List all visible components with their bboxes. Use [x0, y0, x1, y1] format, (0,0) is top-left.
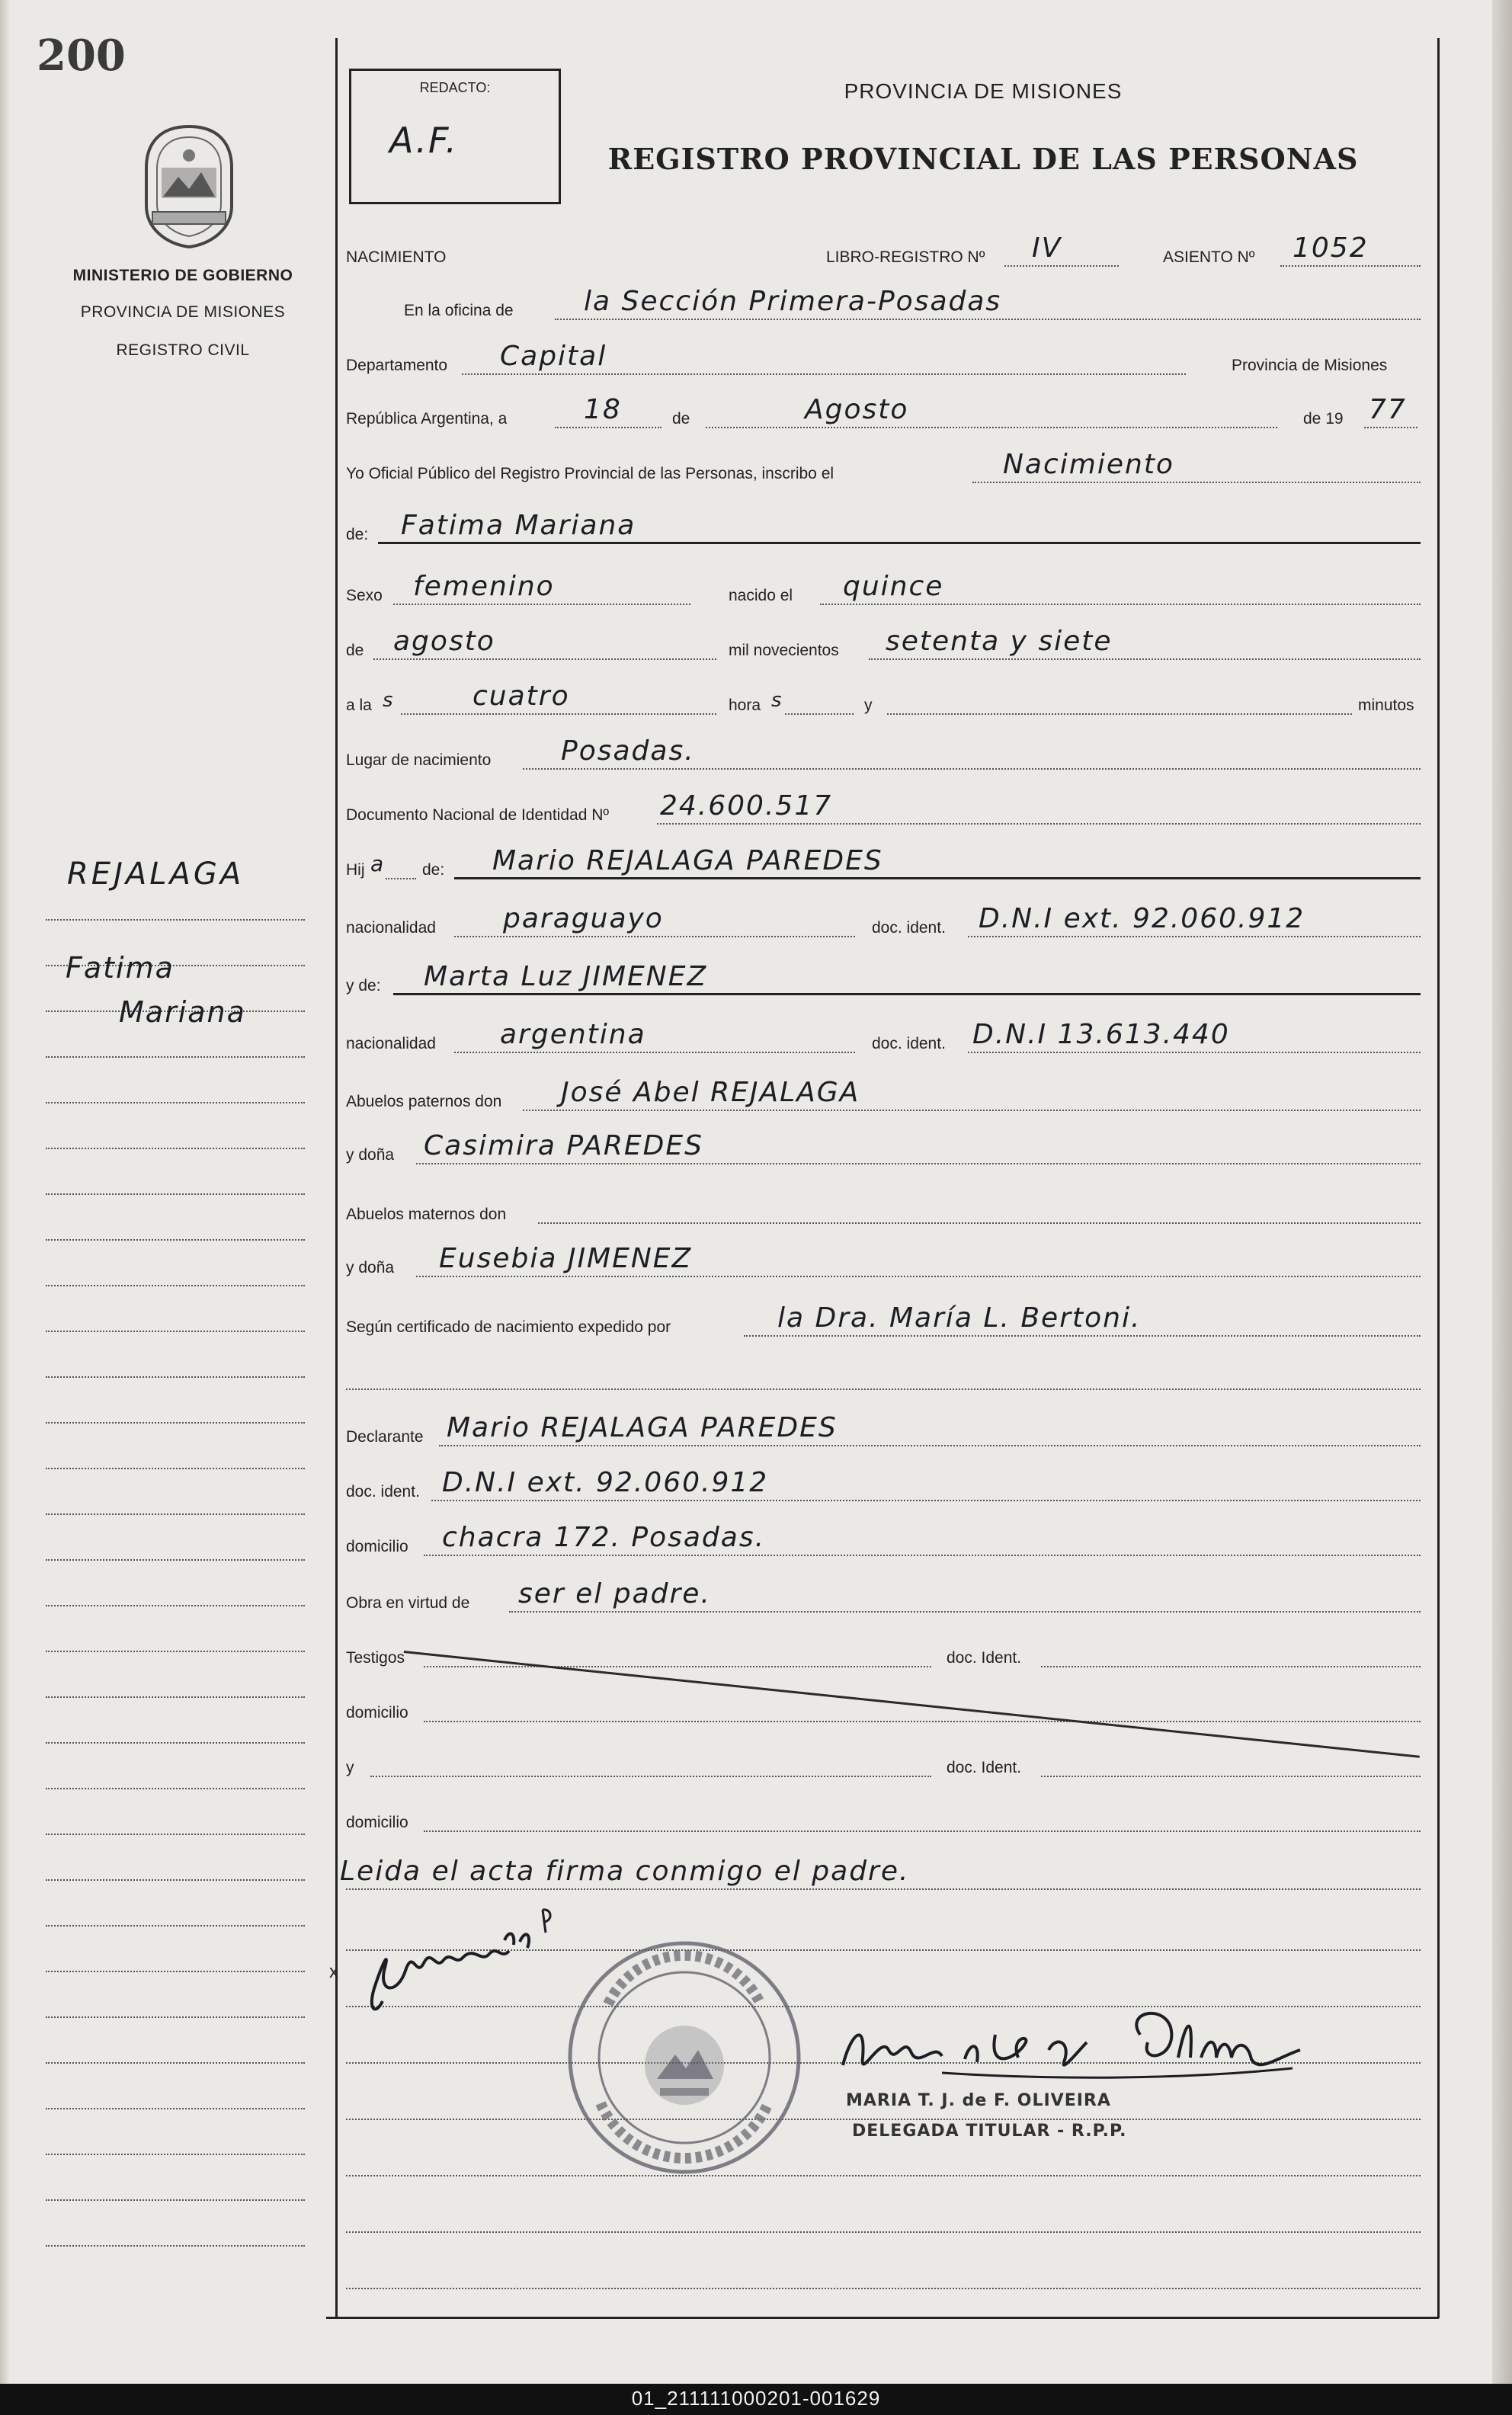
row-domicilio: [340, 1523, 1422, 1561]
row-testigos: [340, 1634, 1422, 1672]
margin-line: [46, 1058, 305, 1103]
declarant-signature: [352, 1887, 581, 2032]
hora-label: hora: [729, 697, 761, 714]
doc-madre-label: doc. ident.: [872, 1035, 946, 1052]
doc-decl-label: doc. ident.: [346, 1483, 420, 1501]
row-lugar: [340, 736, 1422, 774]
horas-value: cuatro: [472, 681, 570, 712]
doc-testigo1-dots: [1041, 1666, 1421, 1667]
declarante-dots: [439, 1445, 1421, 1446]
official-name: MARIA T. J. de F. OLIVEIRA: [846, 2091, 1111, 2110]
row-blank-5: [340, 2143, 1422, 2181]
margin-given-name-2: Mariana: [119, 995, 246, 1029]
testigos-label: Testigos: [346, 1649, 405, 1667]
de-label: de: [672, 410, 690, 428]
abuela-pat-dots: [416, 1163, 1421, 1164]
ydona-mat-label: y doña: [346, 1259, 395, 1276]
anio2-value: setenta y siete: [886, 626, 1113, 657]
republica-label: República Argentina, a: [346, 410, 508, 428]
sexo-value: femenino: [413, 571, 555, 602]
doc-decl-value: D.N.I ext. 92.060.912: [442, 1467, 769, 1498]
testigo2-dots: [370, 1776, 931, 1777]
margin-line: [46, 1195, 305, 1241]
horas-dots: [401, 713, 716, 715]
obra-label: Obra en virtud de: [346, 1594, 470, 1612]
oficial-label: Yo Oficial Público del Registro Provincial de las Personas, inscribo el: [346, 465, 834, 482]
abuela-mat-dots: [416, 1276, 1421, 1277]
row-certificado-cont: [340, 1356, 1422, 1395]
row-blank-6: [340, 2199, 1422, 2237]
y2-label: y: [346, 1759, 354, 1776]
margin-line: [46, 1378, 305, 1424]
row-abuelos-paternos: [340, 1078, 1422, 1116]
header-registry-title: REGISTRO PROVINCIAL DE LAS PERSONAS: [607, 142, 1359, 176]
row-declarante: [340, 1413, 1422, 1451]
anio-dots: [1364, 427, 1418, 428]
margin-line: [46, 1424, 305, 1469]
libro-dots: [1004, 265, 1119, 267]
dia-value: 18: [584, 394, 622, 425]
margin-line: [46, 1972, 305, 2018]
nacido-label: nacido el: [729, 587, 793, 604]
margin-given-name-1: Fatima: [66, 951, 175, 985]
provincial-seal-icon: [136, 122, 242, 251]
margin-line: [46, 1606, 305, 1652]
anio-label: de 19: [1303, 410, 1344, 428]
asiento-dots: [1280, 265, 1421, 267]
margin-line: [46, 2018, 305, 2064]
abuelo-pat-value: José Abel REJALAGA: [561, 1077, 860, 1108]
margin-line: [46, 1103, 305, 1149]
left-heading-province: PROVINCIA DE MISIONES: [80, 303, 286, 321]
libro-label: LIBRO-REGISTRO Nº: [826, 248, 985, 266]
oficina-dots: [555, 319, 1421, 320]
dni-value: 24.600.517: [660, 790, 833, 822]
domicilio-testigo2-label: domicilio: [346, 1814, 408, 1831]
row-book-entry: [340, 233, 1422, 271]
doc-decl-dots: [431, 1500, 1421, 1501]
row-sexo: [340, 572, 1422, 610]
certificado-label: Según certificado de nacimiento expedido por: [346, 1318, 671, 1336]
row-domicilio-testigo1: [340, 1689, 1422, 1727]
asiento-value: 1052: [1293, 232, 1369, 264]
domicilio-dots: [424, 1555, 1421, 1556]
nac-madre-dots: [454, 1052, 855, 1053]
dni-label: Documento Nacional de Identidad Nº: [346, 806, 610, 824]
lugar-dots: [523, 768, 1421, 770]
abuela-mat-value: Eusebia JIMENEZ: [439, 1243, 693, 1274]
leida-value: Leida el acta firma conmigo el padre.: [340, 1856, 910, 1887]
domicilio-label: domicilio: [346, 1538, 408, 1555]
certificado-dots: [744, 1335, 1421, 1337]
domicilio-testigo1-dots: [424, 1721, 1421, 1722]
yde-label: y de:: [346, 977, 381, 995]
margin-line: [46, 1286, 305, 1332]
blank-dots: [346, 2231, 1421, 2233]
dia-dots: [555, 427, 662, 428]
mes2-value: agosto: [393, 626, 495, 657]
asiento-label: ASIENTO Nº: [1163, 248, 1255, 266]
margin-line: [46, 2201, 305, 2247]
doc-ident-testigo1-label: doc. Ident.: [947, 1649, 1022, 1667]
margin-line: [46, 1698, 305, 1744]
mes-dots: [706, 427, 1277, 428]
obra-dots: [509, 1611, 1421, 1613]
row-blank-7: [340, 2256, 1422, 2294]
margin-line: [46, 1881, 305, 1927]
provincia-suffix: Provincia de Misiones: [1232, 357, 1388, 374]
oficina-label: En la oficina de: [404, 302, 514, 319]
scan-footer-id: 01_211111000201-001629: [631, 2387, 881, 2410]
row-certificado: [340, 1303, 1422, 1341]
row-anio-nacimiento: [340, 626, 1422, 665]
testigos-dots: [424, 1666, 931, 1667]
anio2-dots: [869, 658, 1421, 660]
sexo-dots: [393, 604, 690, 605]
row-doc-declarante: [340, 1468, 1422, 1506]
row-departamento: [340, 341, 1422, 380]
row-abuela-paterna: [340, 1131, 1422, 1169]
hora-s: s: [771, 689, 783, 712]
official-title: DELEGADA TITULAR - R.P.P.: [852, 2122, 1127, 2141]
nac-padre-dots: [454, 936, 855, 937]
departamento-label: Departamento: [346, 357, 448, 374]
row-inscripcion: [340, 450, 1422, 488]
abuelo-pat-dots: [523, 1110, 1421, 1111]
hij-label: Hij: [346, 861, 365, 879]
minutos-dots: [887, 713, 1352, 715]
nombre-line: [378, 542, 1421, 544]
dni-dots: [657, 823, 1421, 825]
margin-surname: REJALAGA: [67, 857, 245, 892]
margin-line: [46, 2155, 305, 2201]
header-province: PROVINCIA DE MISIONES: [844, 79, 1123, 103]
oficina-value: la Sección Primera-Posadas: [584, 286, 1002, 317]
nac-madre-label: nacionalidad: [346, 1035, 436, 1052]
bottom-border: [326, 2317, 1439, 2319]
margin-line: [46, 1927, 305, 1972]
de-colon-label: de:: [346, 526, 369, 543]
lugar-label: Lugar de nacimiento: [346, 751, 492, 769]
hora-dots: [785, 713, 854, 715]
doc-madre-value: D.N.I 13.613.440: [972, 1019, 1230, 1050]
mil-label: mil novecientos: [729, 642, 839, 659]
margin-line: [46, 1744, 305, 1789]
row-domicilio-testigo2: [340, 1798, 1422, 1837]
margin-line: [46, 1241, 305, 1286]
lugar-value: Posadas.: [561, 735, 695, 767]
row-nombre: [340, 511, 1422, 549]
row-fecha: [340, 395, 1422, 433]
row-padre: [340, 846, 1422, 884]
margin-line: [46, 2064, 305, 2109]
domicilio-testigo2-dots: [424, 1830, 1421, 1832]
abuela-pat-value: Casimira PAREDES: [424, 1130, 703, 1161]
blank-dots: [346, 2175, 1421, 2176]
nacido-dots: [820, 604, 1421, 605]
doc-padre-value: D.N.I ext. 92.060.912: [979, 903, 1305, 934]
domicilio-testigo1-label: domicilio: [346, 1704, 408, 1722]
official-registry-stamp: [562, 1936, 806, 2180]
page-edge-left: [0, 0, 9, 2384]
ydona-pat-label: y doña: [346, 1146, 395, 1164]
madre-line: [393, 993, 1421, 995]
nacido-value: quince: [843, 571, 944, 602]
nac-padre-value: paraguayo: [503, 903, 664, 934]
sexo-label: Sexo: [346, 587, 383, 604]
nacimiento-label: NACIMIENTO: [346, 248, 447, 266]
ala-s: s: [383, 689, 395, 712]
margin-line: [46, 1652, 305, 1698]
row-obra: [340, 1579, 1422, 1617]
row-nac-madre: [340, 1020, 1422, 1058]
left-heading-civil-registry: REGISTRO CIVIL: [116, 341, 250, 359]
minutos-label: minutos: [1358, 697, 1414, 714]
page-number: 200: [37, 30, 126, 81]
margin-line: [46, 1835, 305, 1881]
domicilio-value: chacra 172. Posadas.: [442, 1522, 766, 1553]
blank-dots: [346, 2119, 1421, 2120]
hij-suffix: a: [370, 851, 386, 876]
redacto-box: [349, 69, 561, 204]
ala-label: a la: [346, 697, 372, 714]
official-signature: [835, 1989, 1308, 2088]
doc-padre-label: doc. ident.: [872, 919, 946, 937]
departamento-value: Capital: [500, 341, 607, 372]
page-edge-right: [1492, 0, 1512, 2384]
row-nac-padre: [340, 904, 1422, 942]
padre-value: Mario REJALAGA PAREDES: [492, 845, 883, 876]
margin-line: [46, 1149, 305, 1195]
row-hora: [340, 681, 1422, 719]
anio-value: 77: [1369, 394, 1407, 425]
de2-label: de: [346, 642, 364, 659]
padre-line: [454, 877, 1421, 879]
margin-line: [46, 1789, 305, 1835]
certificado-cont-dots: [346, 1388, 1421, 1390]
margin-line: [46, 1469, 305, 1515]
madre-value: Marta Luz JIMENEZ: [424, 961, 708, 992]
doc-ident-testigo2-label: doc. Ident.: [947, 1759, 1022, 1776]
declarante-label: Declarante: [346, 1428, 424, 1446]
abuelo-mat-dots: [538, 1222, 1421, 1224]
nac-padre-label: nacionalidad: [346, 919, 436, 937]
doc-padre-dots: [968, 936, 1421, 937]
y-label: y: [864, 697, 873, 714]
right-column-border: [1437, 38, 1440, 2318]
libro-value: IV: [1032, 232, 1062, 264]
margin-line: [46, 1332, 305, 1378]
redacto-label: REDACTO:: [419, 80, 491, 95]
doc-testigo2-dots: [1041, 1776, 1421, 1777]
hij-dots: [386, 878, 416, 879]
blank-dots: [346, 2288, 1421, 2289]
abuelos-pat-label: Abuelos paternos don: [346, 1093, 502, 1110]
nac-madre-value: argentina: [500, 1019, 646, 1050]
oficial-dots: [972, 482, 1421, 483]
signature-x-mark: x: [329, 1962, 338, 1982]
doc-madre-dots: [968, 1052, 1421, 1053]
mes-value: Agosto: [805, 394, 909, 425]
row-madre: [340, 962, 1422, 1000]
margin-line: [46, 1515, 305, 1561]
margin-line: [46, 2109, 305, 2155]
row-testigo2: [340, 1744, 1422, 1782]
abuelos-mat-label: Abuelos maternos don: [346, 1206, 507, 1223]
certificado-value: la Dra. María L. Bertoni.: [777, 1302, 1142, 1334]
redacto-initials: A.F.: [389, 120, 459, 161]
de3-label: de:: [422, 861, 445, 879]
margin-notes-lines: [46, 875, 305, 2247]
nombre-value: Fatima Mariana: [401, 510, 636, 541]
row-abuela-materna: [340, 1244, 1422, 1282]
row-dni: [340, 791, 1422, 829]
mes2-dots: [373, 658, 716, 660]
oficial-value: Nacimiento: [1003, 449, 1174, 480]
row-abuelos-maternos: [340, 1190, 1422, 1228]
obra-value: ser el padre.: [518, 1578, 711, 1609]
departamento-dots: [462, 373, 1186, 375]
declarante-value: Mario REJALAGA PAREDES: [447, 1412, 838, 1443]
row-oficina: [340, 287, 1422, 325]
margin-line: [46, 1561, 305, 1606]
left-heading-ministry: MINISTERIO DE GOBIERNO: [72, 267, 293, 284]
